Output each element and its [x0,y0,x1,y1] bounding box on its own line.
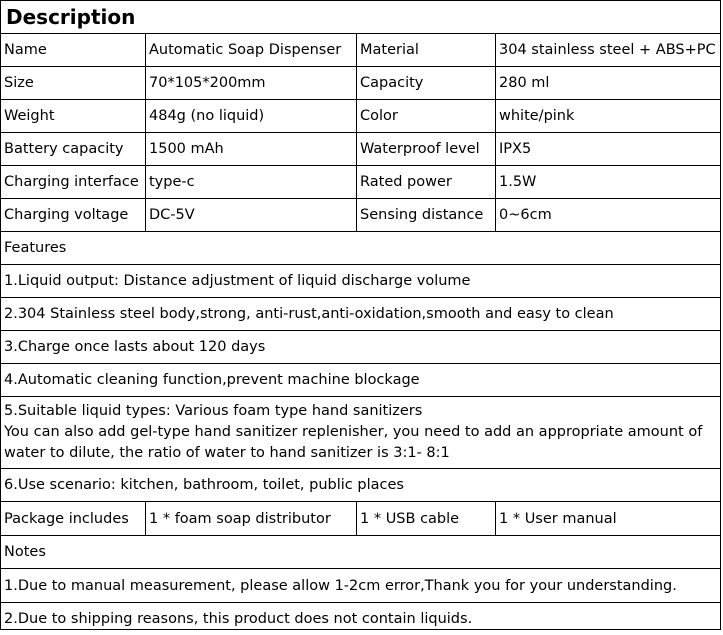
spec-row-battery [1,133,720,166]
spec-value: 304 stainless steel + ABS+PC [499,42,716,58]
notes-heading-row [1,536,720,569]
feature-line: 5.Suitable liquid types: Various foam type hand sanitizers [4,403,423,419]
spec-value: DC-5V [146,199,357,231]
feature-row [1,298,720,331]
spec-value: 1500 mAh [146,133,357,165]
feature-text: 4.Automatic cleaning function,prevent machine blockage [4,372,420,388]
spec-value: IPX5 [499,141,532,157]
spec-key: Weight [1,100,146,132]
feature-text: 1.Liquid output: Distance adjustment of liquid discharge volume [4,273,471,289]
feature-text: 3.Charge once lasts about 120 days [4,339,266,355]
spec-key: Charging interface [1,166,146,198]
spec-value: 484g (no liquid) [146,100,357,132]
feature-row [1,364,720,397]
spec-key: Rated power [357,166,496,198]
feature-line: You can also add gel-type hand sanitizer replenisher, you need to add an appropriate amount of [4,424,703,440]
spec-row-name [1,34,720,67]
package-item: 1 * USB cable [357,502,496,535]
package-row [1,502,720,536]
spec-value: Automatic Soap Dispenser [146,34,357,66]
features-heading: Features [4,240,67,256]
feature-text-block [1,397,720,468]
features-heading-row [1,232,720,265]
spec-key: Name [1,34,146,66]
feature-row [1,469,720,502]
spec-value: 1.5W [499,174,537,190]
package-item: 1 * User manual [499,510,617,527]
feature-row [1,331,720,364]
spec-value: white/pink [499,108,575,124]
spec-row-charging-interface [1,166,720,199]
spec-key: Battery capacity [1,133,146,165]
spec-value: 70*105*200mm [146,67,357,99]
spec-value: type-c [146,166,357,198]
feature-text: 6.Use scenario: kitchen, bathroom, toilet, public places [4,477,404,493]
spec-key: Charging voltage [1,199,146,231]
spec-row-weight [1,100,720,133]
note-text: 1.Due to manual measurement, please allow 1-2cm error,Thank you for your understanding. [4,577,677,594]
package-item: 1 * foam soap distributor [146,502,357,535]
spec-value: 0~6cm [499,207,552,223]
feature-line: water to dilute, the ratio of water to hand sanitizer is 3:1- 8:1 [4,445,450,461]
spec-key: Material [357,34,496,66]
package-label: Package includes [1,502,146,535]
spec-key: Waterproof level [357,133,496,165]
spec-row-size [1,67,720,100]
note-row [1,569,720,603]
notes-heading: Notes [4,544,46,560]
note-text: 2.Due to shipping reasons, this product does not contain liquids. [4,611,473,627]
spec-key: Size [1,67,146,99]
spec-value: 280 ml [499,75,550,91]
spec-row-charging-voltage [1,199,720,232]
spec-key: Capacity [357,67,496,99]
spec-key: Color [357,100,496,132]
feature-row [1,265,720,298]
spec-key: Sensing distance [357,199,496,231]
table-title: Description [1,1,720,34]
feature-text: 2.304 Stainless steel body,strong, anti-rust,anti-oxidation,smooth and easy to clean [4,306,614,322]
note-row [1,603,720,635]
feature-row-multiline [1,397,720,469]
